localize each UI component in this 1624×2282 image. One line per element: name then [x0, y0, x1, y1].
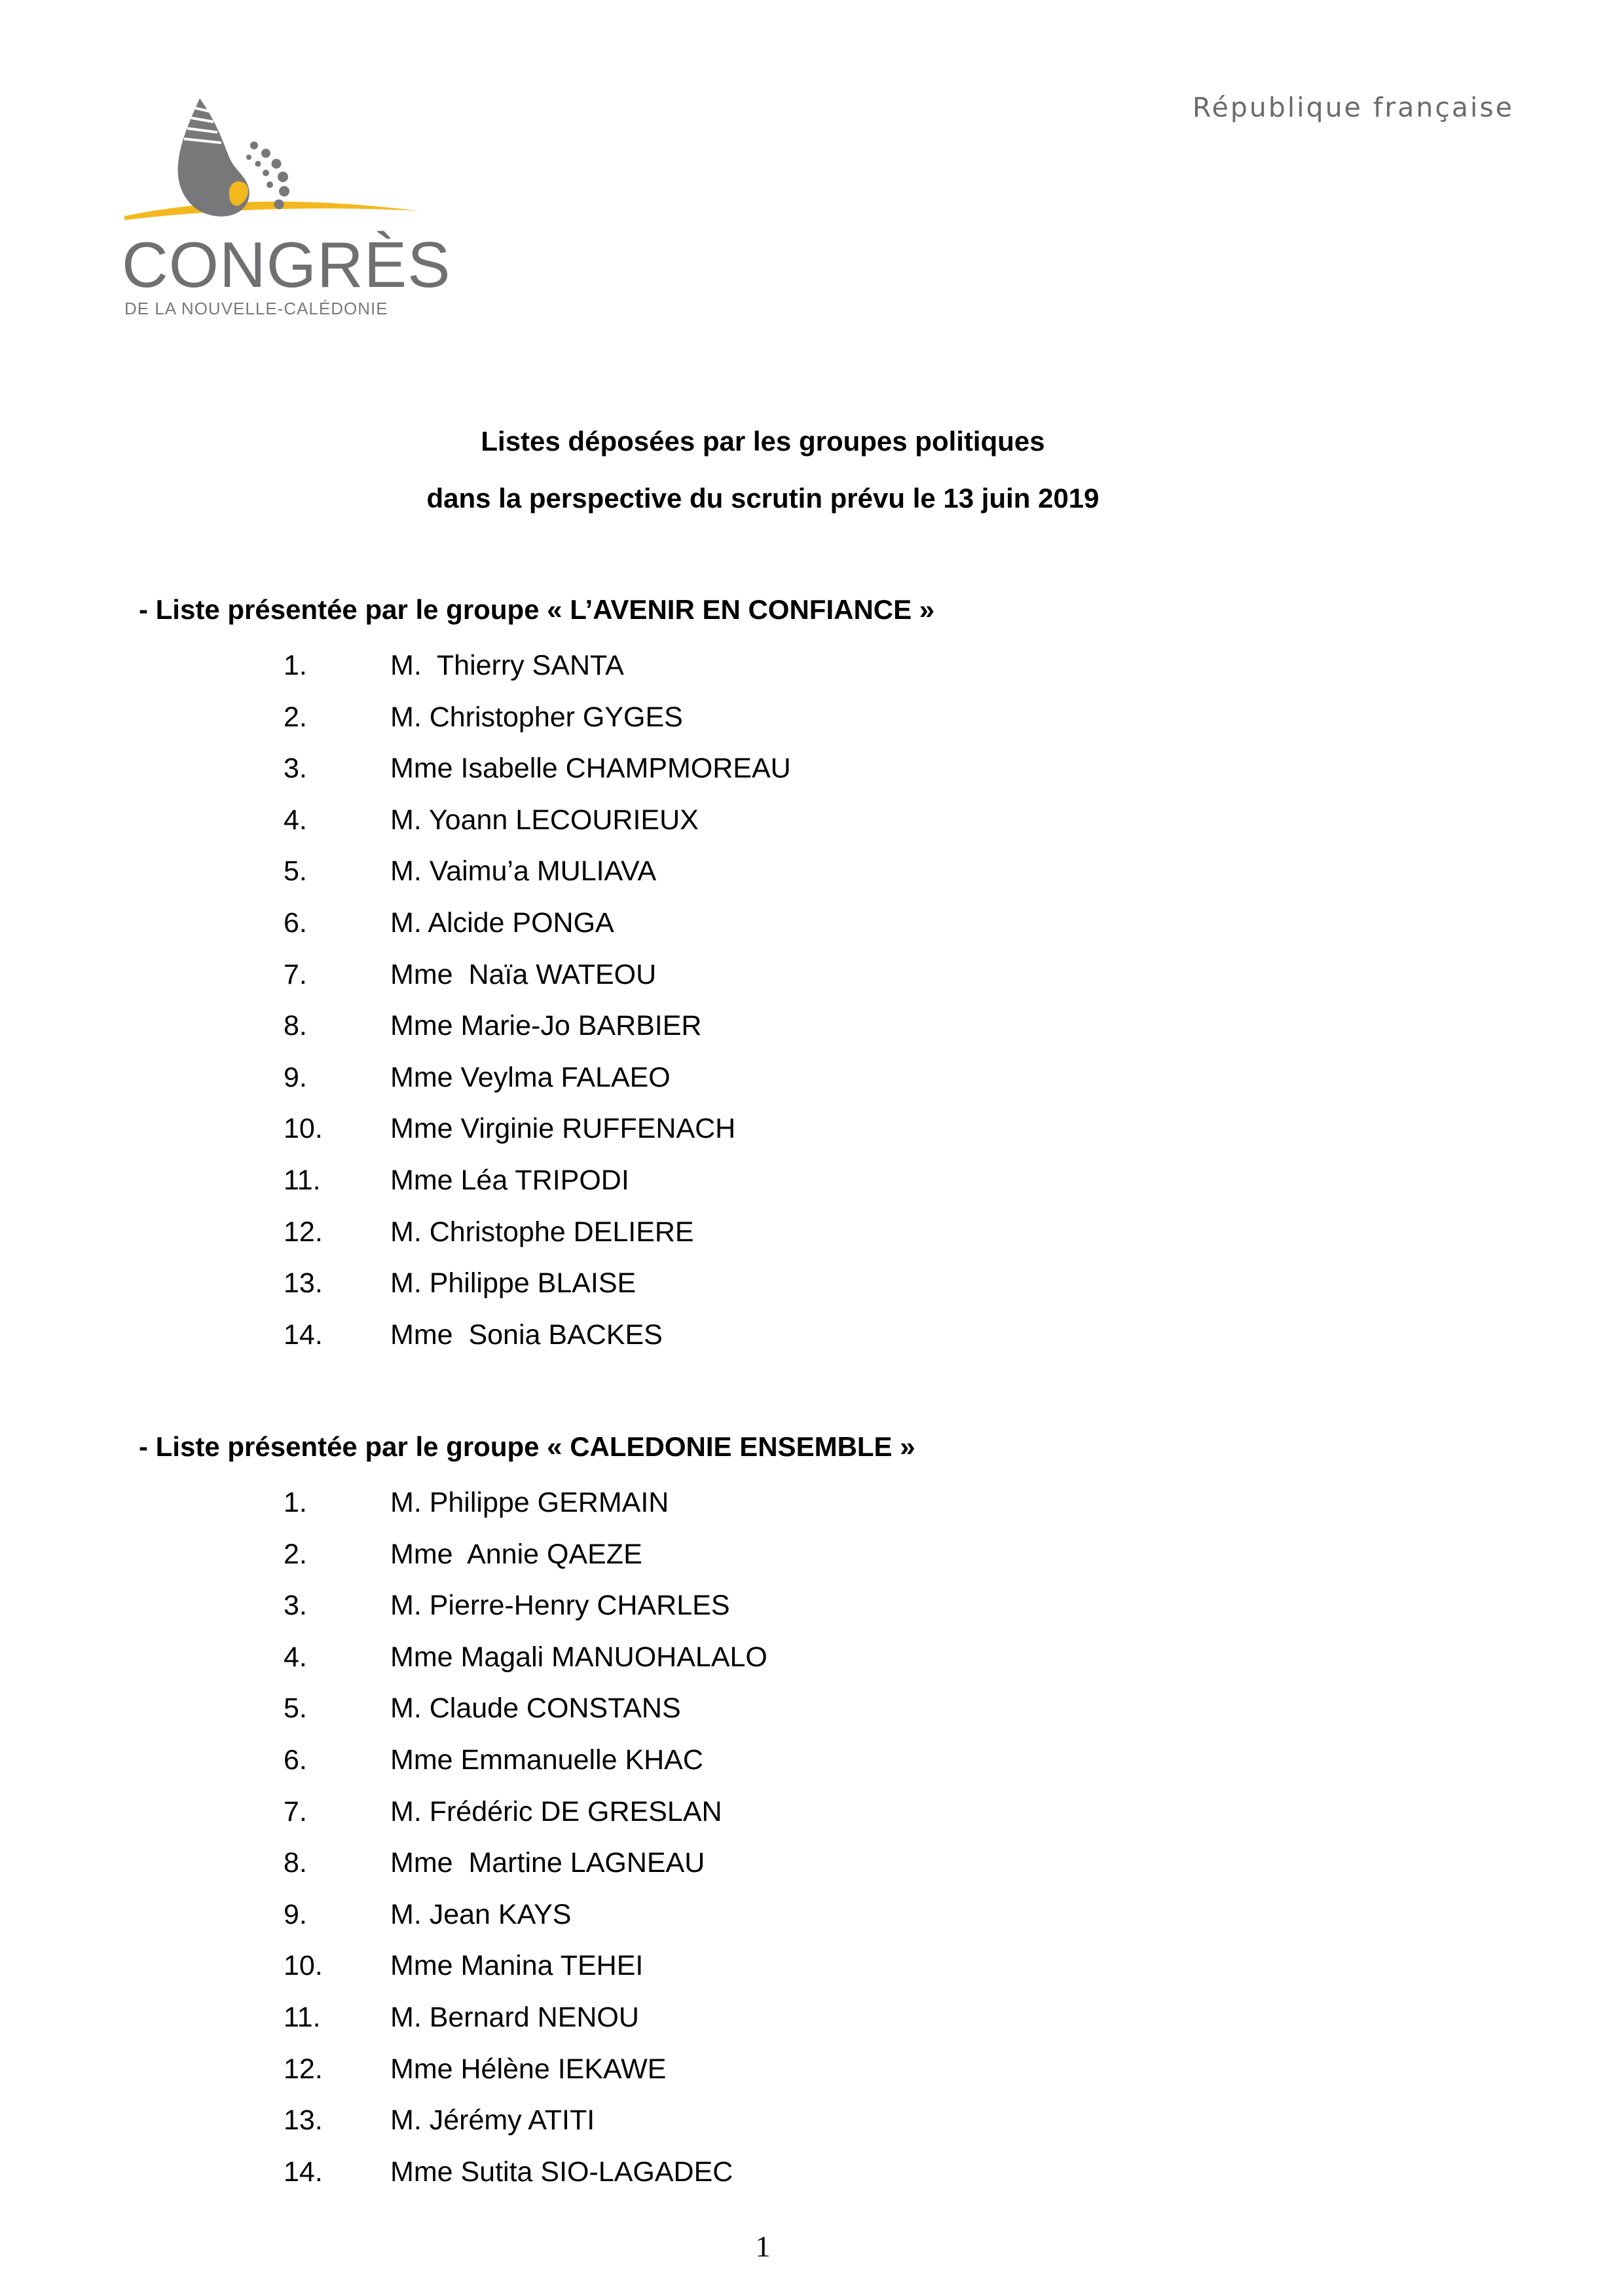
member-number: 5.: [284, 855, 307, 888]
member-number: 11.: [284, 1164, 321, 1196]
member-number: 3.: [284, 753, 307, 785]
member-name: M. Christopher GYGES: [390, 701, 683, 733]
member-number: 4.: [284, 804, 307, 836]
congres-logo: [118, 92, 451, 318]
member-name: Mme Léa TRIPODI: [390, 1164, 629, 1196]
document-title-line-2: dans la perspective du scrutin prévu le 13 juin 2019: [426, 483, 1099, 514]
member-number: 12.: [284, 1216, 323, 1248]
member-number: 6.: [284, 1744, 307, 1776]
member-number: 3.: [284, 1590, 307, 1622]
member-name: Mme Emmanuelle KHAC: [390, 1744, 703, 1776]
member-number: 10.: [284, 1950, 323, 1982]
section-heading-caledonie: - Liste présentée par le groupe « CALEDONIE ENSEMBLE »: [139, 1431, 915, 1462]
member-name: M. Vaimu’a MULIAVA: [390, 855, 657, 888]
document-title-line-1: Listes déposées par les groupes politiques: [481, 426, 1045, 457]
member-name: Mme Naïa WATEOU: [390, 958, 657, 990]
member-number: 12.: [284, 2053, 323, 2085]
member-number: 9.: [284, 1061, 307, 1093]
member-name: M. Alcide PONGA: [390, 907, 614, 939]
member-number: 13.: [284, 1267, 323, 1300]
member-number: 10.: [284, 1113, 323, 1145]
member-number: 6.: [284, 907, 307, 939]
member-name: M. Frédéric DE GRESLAN: [390, 1795, 722, 1827]
member-name: M. Yoann LECOURIEUX: [390, 804, 699, 836]
member-name: M. Bernard NENOU: [390, 2001, 639, 2033]
member-name: Mme Hélène IEKAWE: [390, 2053, 667, 2085]
member-name: Mme Marie-Jo BARBIER: [390, 1010, 702, 1042]
member-name: Mme Annie QAEZE: [390, 1538, 642, 1570]
member-name: Mme Martine LAGNEAU: [390, 1847, 705, 1879]
member-number: 11.: [284, 2001, 321, 2033]
member-name: M. Jean KAYS: [390, 1898, 572, 1930]
member-number: 4.: [284, 1641, 307, 1673]
member-name: Mme Virginie RUFFENACH: [390, 1113, 736, 1145]
member-number: 14.: [284, 1319, 323, 1351]
member-number: 2.: [284, 1538, 307, 1570]
page-number: 1: [755, 2230, 771, 2263]
member-number: 7.: [284, 1795, 307, 1827]
member-number: 8.: [284, 1847, 307, 1879]
logo-subtitle: DE LA NOUVELLE-CALÉDONIE: [124, 299, 388, 318]
shell-emblem-icon: [118, 92, 432, 233]
member-name: Mme Sutita SIO-LAGADEC: [390, 2156, 733, 2188]
member-number: 5.: [284, 1693, 307, 1725]
member-name: M. Philippe BLAISE: [390, 1267, 637, 1300]
member-name: Mme Sonia BACKES: [390, 1319, 663, 1351]
member-name: M. Christophe DELIERE: [390, 1216, 694, 1248]
member-number: 8.: [284, 1010, 307, 1042]
member-number: 1.: [284, 650, 307, 681]
member-name: M. Claude CONSTANS: [390, 1693, 681, 1725]
member-name: Mme Isabelle CHAMPMOREAU: [390, 753, 791, 785]
member-number: 14.: [284, 2156, 323, 2188]
member-name: M. Philippe GERMAIN: [390, 1487, 669, 1518]
member-name: M. Thierry SANTA: [390, 650, 624, 681]
member-name: M. Jérémy ATITI: [390, 2104, 595, 2137]
member-name: M. Pierre-Henry CHARLES: [390, 1590, 730, 1622]
logo-wordmark: CONGRÈS: [122, 229, 451, 301]
member-name: Mme Magali MANUOHALALO: [390, 1641, 767, 1673]
member-number: 1.: [284, 1487, 307, 1518]
member-name: Mme Manina TEHEI: [390, 1950, 644, 1982]
member-name: Mme Veylma FALAEO: [390, 1061, 671, 1093]
member-number: 7.: [284, 958, 307, 990]
logo-swoosh: [124, 202, 419, 220]
republic-label: République française: [1192, 92, 1514, 123]
member-number: 9.: [284, 1898, 307, 1930]
member-number: 13.: [284, 2104, 323, 2137]
section-heading-avenir: - Liste présentée par le groupe « L’AVENIR EN CONFIANCE »: [139, 594, 935, 625]
member-number: 2.: [284, 701, 307, 733]
